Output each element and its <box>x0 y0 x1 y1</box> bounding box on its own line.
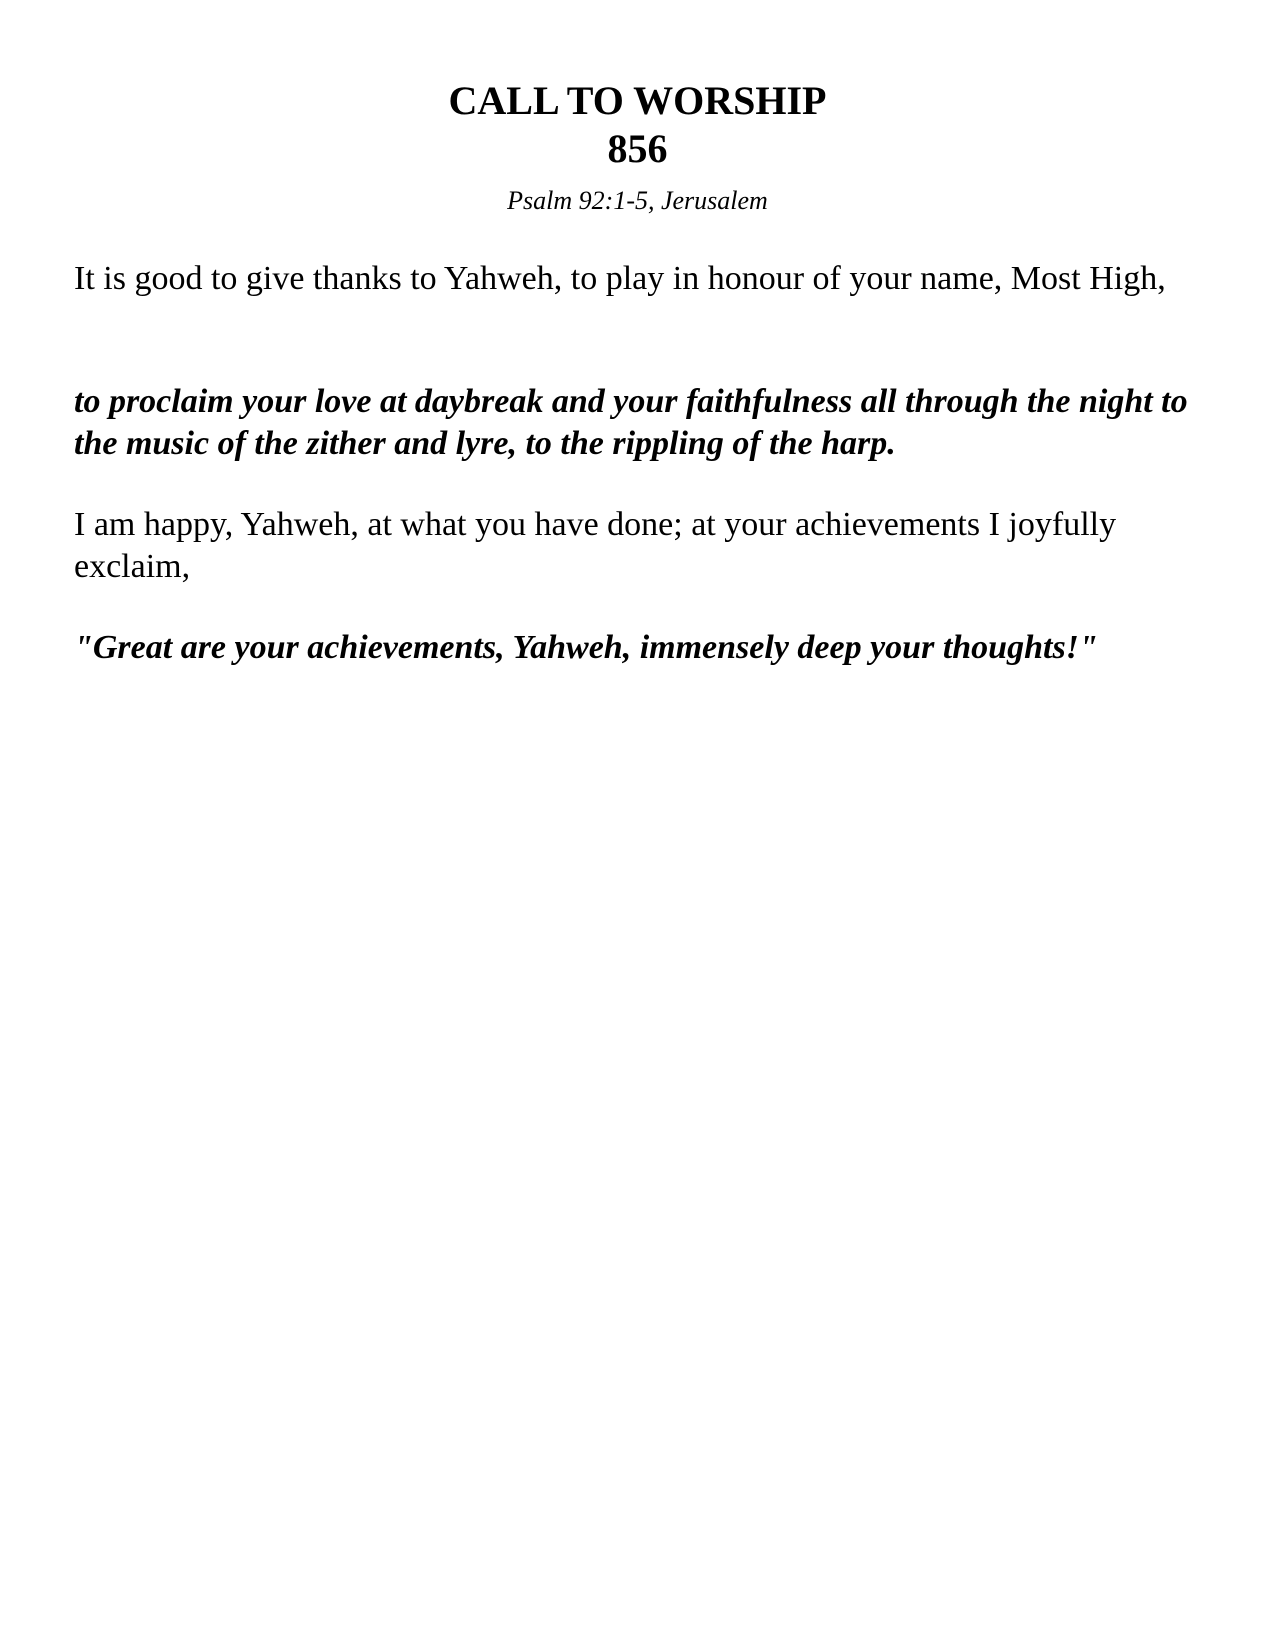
leader-line: It is good to give thanks to Yahweh, to play in honour of your name, Most High, <box>74 260 1166 297</box>
hymn-number: 856 <box>607 126 668 171</box>
leader-line: I am happy, Yahweh, at what you have done; at your achievements I joyfully exclaim, <box>74 506 1117 585</box>
people-response: "Great are your achievements, Yahweh, immensely deep your thoughts!" <box>74 629 1098 666</box>
people-response: to proclaim your love at daybreak and your faithfulness all through the night to the music of the zither and lyre, to the rippling of the harp. <box>74 383 1188 462</box>
page-title: CALL TO WORSHIP <box>448 78 827 123</box>
scripture-reference: Psalm 92:1-5, Jerusalem <box>507 186 768 215</box>
